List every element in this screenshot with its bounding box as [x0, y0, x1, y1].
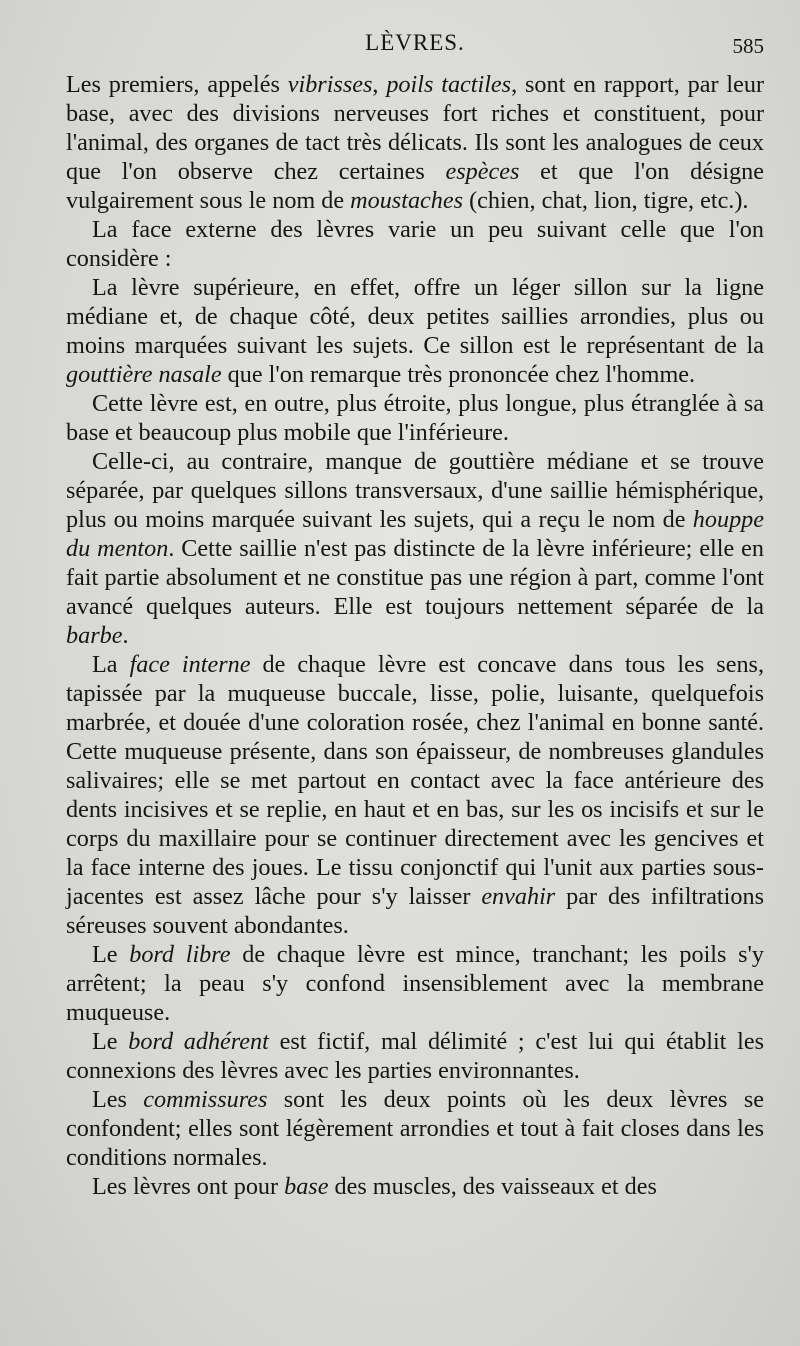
running-head: LÈVRES.	[365, 30, 465, 55]
text-run: des muscles, des vaisseaux et des	[328, 1173, 657, 1200]
text-run: et que l'on désigne vulgairement sous le nom de	[66, 158, 765, 214]
paragraph	[66, 215, 764, 273]
text-run: de chaque lèvre est mince, tranchant; les poils s'y arrêtent; la peau s'y confond insensiblement avec la membrane muqueuse.	[66, 941, 764, 1026]
italic-term: base	[284, 1173, 329, 1200]
text-run: ,	[372, 71, 387, 98]
text-run: La lèvre supérieure, en effet, offre un léger sillon sur la ligne médiane et, de chaque côté, deux petites saillies arrondies, plus ou moins marquées suivant les sujets. Ce sillon est le représentant de la	[66, 274, 764, 359]
italic-term: moustaches	[350, 187, 464, 214]
italic-term: poils tactiles	[386, 71, 512, 98]
italic-term: bord libre	[129, 941, 231, 968]
text-run: La face externe des lèvres varie un peu suivant celle que l'on considère :	[66, 216, 764, 272]
text-run: sont les deux points où les deux lèvres se confondent; elles sont légèrement arrondies et tout à fait closes dans les conditions normales.	[66, 1086, 764, 1171]
text-run: .	[122, 622, 129, 649]
text-run: Les premiers, appelés	[66, 71, 288, 98]
page-number: 585	[732, 34, 764, 58]
body-text	[66, 70, 764, 1201]
paragraph	[66, 70, 764, 215]
paragraph	[66, 389, 764, 447]
text-run: Le	[92, 941, 130, 968]
paragraph	[66, 1027, 764, 1085]
italic-term: bord adhérent	[128, 1028, 269, 1055]
page-header	[66, 26, 764, 70]
paragraph	[66, 1172, 764, 1201]
italic-term: barbe	[66, 622, 123, 649]
paragraph	[66, 447, 764, 650]
text-run: (chien, chat, lion, tigre, etc.).	[463, 187, 749, 214]
text-run: Les lèvres ont pour	[92, 1173, 285, 1200]
text-run: de chaque lèvre est concave dans tous les sens, tapissée par la muqueuse buccale, lisse, polie, luisante, quelquefois marbrée, et douée d'une coloration rosée, chez l'animal en bonne santé. Cette muqueuse présente, dans son épaisseur, de nombreuses glandules salivaires; elle se met partout en contact avec la face antérieure des dents incisives et se replie, en haut et en bas, sur les os incisifs et sur le corps du maxillaire pour se continuer directement avec les gencives et la face interne des joues. Le tissu conjonctif qui l'unit aux parties sous-jacentes est assez lâche pour s'y laisser	[66, 651, 765, 910]
text-run: Celle-ci, au contraire, manque de gouttière médiane et se trouve séparée, par quelques sillons transversaux, d'une saillie hémisphérique, plus ou moins marquée suivant les sujets, qui a reçu le nom de	[66, 448, 764, 533]
paragraph	[66, 650, 764, 940]
text-run: est fictif, mal délimité ; c'est lui qui établit les connexions des lèvres avec les parties environnantes.	[66, 1028, 764, 1084]
text-run: Les	[92, 1086, 144, 1113]
italic-term: espèces	[445, 158, 520, 185]
paragraph	[66, 273, 764, 389]
text-run: , sont en rapport, par leur base, avec des divisions nerveuses fort riches et constituent, pour l'animal, des organes de tact très délicats. Ils sont les analogues de ceux que l'on observe chez certaines	[66, 71, 765, 185]
italic-term: face interne	[129, 651, 251, 678]
text-run: que l'on remarque très prononcée chez l'homme.	[221, 361, 696, 388]
paragraph	[66, 1085, 764, 1172]
paragraph	[66, 940, 764, 1027]
text-run: par des infiltrations séreuses souvent abondantes.	[66, 883, 764, 939]
italic-term: gouttière nasale	[66, 361, 222, 388]
text-run: La	[92, 651, 130, 678]
italic-term: envahir	[481, 883, 556, 910]
text-run: Le	[92, 1028, 129, 1055]
italic-term: vibrisses	[287, 71, 373, 98]
italic-term: houppe du menton	[66, 506, 764, 562]
text-run: . Cette saillie n'est pas distincte de la lèvre inférieure; elle en fait partie absolument et ne constitue pas une région à part, comme l'ont avancé quelques auteurs. Elle est toujours nettement séparée de la	[66, 535, 764, 620]
italic-term: commissures	[143, 1086, 268, 1113]
text-run: Cette lèvre est, en outre, plus étroite, plus longue, plus étranglée à sa base et beaucoup plus mobile que l'inférieure.	[66, 390, 764, 446]
